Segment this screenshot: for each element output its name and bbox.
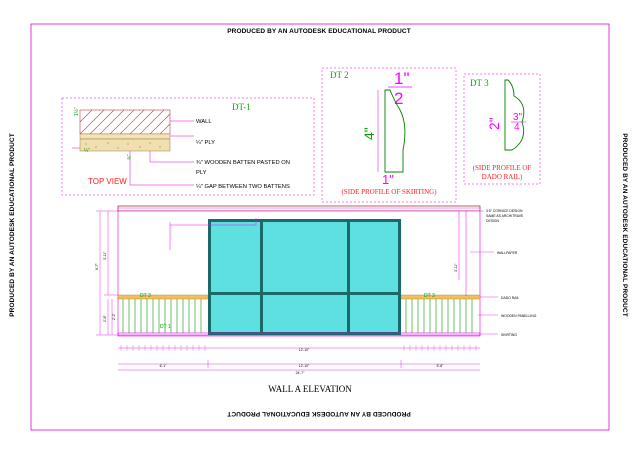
- dt3-frac-bottom: 4: [514, 122, 520, 133]
- elev-tag-dt3-right: DT 3: [424, 293, 435, 299]
- dim-height-total: 6'-7": [95, 263, 99, 270]
- callout-cornice-2: SAME AS ARCHITRAVE: [486, 214, 524, 218]
- dim-width-left: 6'-1": [159, 364, 167, 368]
- dim-height-lower: 2'-8": [103, 315, 107, 322]
- dt2-frac-bottom: 2: [394, 89, 404, 108]
- dt1-dim-1: ¼": [84, 148, 90, 154]
- callout-cornice-3: DESIGN: [486, 219, 499, 223]
- dt2-caption: (SIDE PROFILE OF SKIRTING): [341, 188, 437, 196]
- dim-height-dado: 2'-2": [112, 313, 116, 320]
- dt3-height-label: 2": [486, 117, 502, 130]
- dt1-note-wall: WALL: [196, 119, 212, 125]
- wall-elevation: [95, 206, 537, 394]
- dt2-frac-top: 1": [394, 69, 410, 88]
- dt3-caption-1: (SIDE PROFILE OF: [472, 164, 532, 172]
- dt2-width-label: 1": [382, 172, 394, 187]
- dim-height-right: 3'-11": [454, 263, 458, 272]
- dt3-frac-top: 3": [513, 112, 523, 123]
- detail-dt1: [62, 98, 314, 195]
- window-panes: [211, 222, 398, 332]
- dt1-dim-2: ¾": [127, 154, 133, 160]
- watermark-right: PRODUCED BY AN AUTODESK EDUCATIONAL PRODUCT: [621, 133, 628, 317]
- elev-tag-dt3-left: DT 3: [140, 293, 151, 299]
- dt1-note-batten: ¾" WOODEN BATTEN PASTED ON: [196, 160, 290, 166]
- dim-width-center: 12'-10": [298, 364, 310, 368]
- watermark-left: PRODUCED BY AN AUTODESK EDUCATIONAL PRODUCT: [9, 133, 16, 317]
- dado-rail-left: [118, 295, 208, 299]
- callout-skirting: SKIRTING: [501, 333, 517, 337]
- dt2-height-label: 4": [361, 127, 377, 140]
- dt1-dim-3: 1½": [74, 107, 80, 116]
- dt3-caption-2: DADO RAIL): [481, 173, 523, 181]
- dt3-title: DT 3: [470, 78, 489, 88]
- dt1-ply: [80, 134, 170, 139]
- dado-rail-right: [401, 295, 480, 299]
- dt1-note-gap: ¼" GAP BETWEEN TWO BATTENS: [196, 184, 290, 190]
- callout-paneling: WOODEN PANELLING: [501, 314, 537, 318]
- dim-width-right: 5'-8": [436, 364, 444, 368]
- dim-height-upper: 3'-11": [103, 251, 107, 260]
- dim-width-total: 24'-7": [295, 371, 305, 375]
- dim-width-mid: 12'-10": [298, 348, 310, 352]
- cornice: [118, 206, 480, 211]
- elev-tag-dt1: DT 1: [160, 324, 171, 330]
- dt1-view-label: TOP VIEW: [88, 177, 127, 186]
- detail-dt2: [322, 68, 456, 202]
- dt2-title: DT 2: [330, 70, 349, 80]
- watermark-top: PRODUCED BY AN AUTODESK EDUCATIONAL PRODUCT: [227, 28, 411, 35]
- dt1-title: DT-1: [232, 102, 251, 112]
- callout-dado-rail: DADO RAIL: [501, 296, 520, 300]
- dt1-note-ply: ¼" PLY: [196, 140, 216, 146]
- elevation-title: WALL A ELEVATION: [268, 384, 352, 394]
- detail-dt3: [464, 74, 540, 184]
- callout-cornice-1: 3.5" CORNICE DESIGN: [486, 209, 523, 213]
- watermark-bottom: PRODUCED BY AN AUTODESK EDUCATIONAL PRODUCT: [227, 410, 411, 417]
- callout-wallpaper: WALLPAPER: [497, 251, 518, 255]
- dt1-batten: [80, 139, 170, 151]
- dt1-note-batten-2: PLY: [196, 170, 207, 176]
